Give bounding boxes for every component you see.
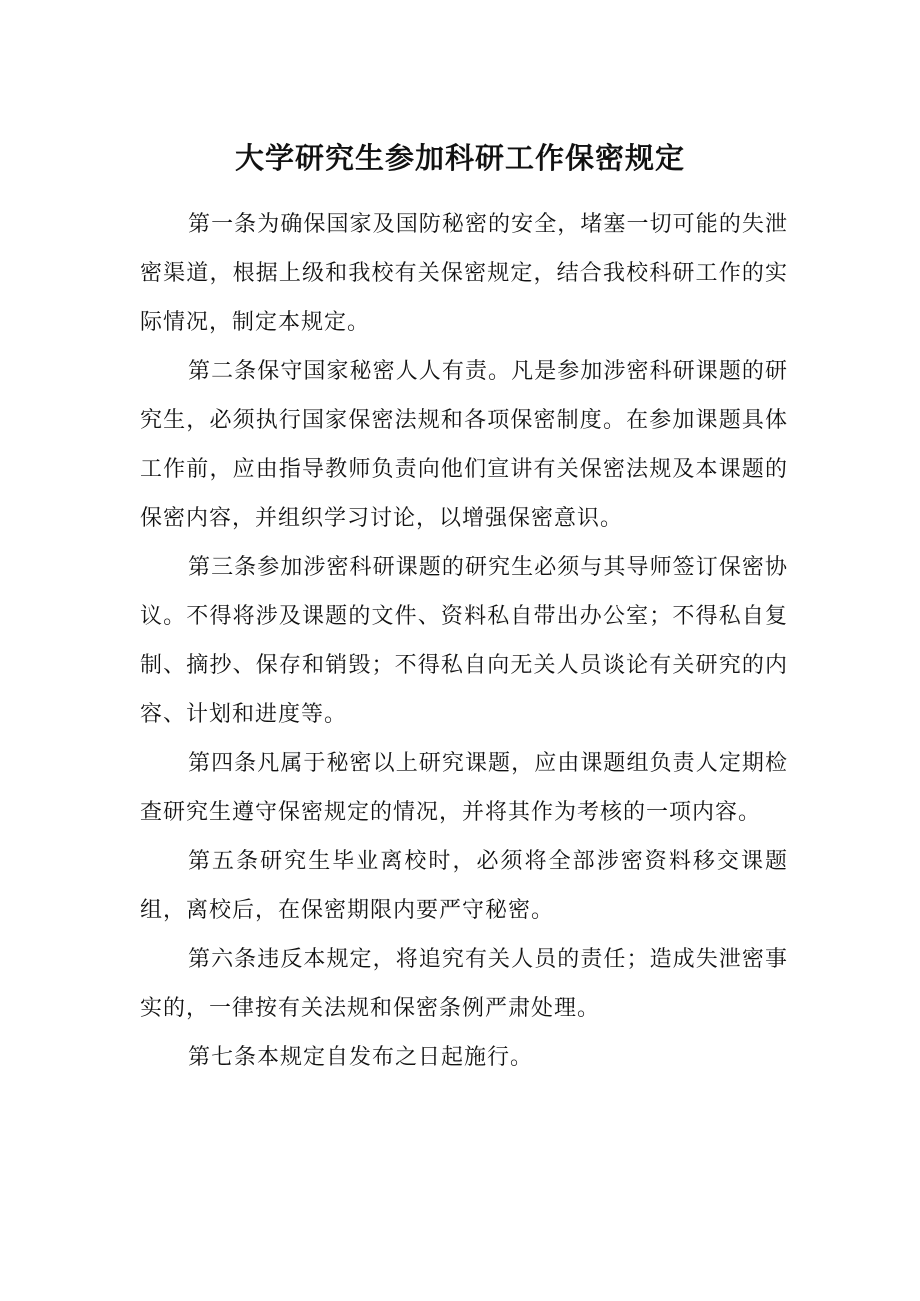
- article-6: 第六条违反本规定，将追究有关人员的责任；造成失泄密事实的，一律按有关法规和保密条例严肃处理。: [140, 947, 788, 1021]
- article-2: 第二条保守国家秘密人人有责。凡是参加涉密科研课题的研究生，必须执行国家保密法规和各项保密制度。在参加课题具体工作前，应由指导教师负责向他们宣讲有关保密法规及本课题的保密内容，并组织学习讨论，以增强保密意识。: [140, 359, 788, 531]
- article-3: 第三条参加涉密科研课题的研究生必须与其导师签订保密协议。不得将涉及课题的文件、资料私自带出办公室；不得私自复制、摘抄、保存和销毁；不得私自向无关人员谈论有关研究的内容、计划和进度等。: [140, 555, 788, 727]
- article-4: 第四条凡属于秘密以上研究课题，应由课题组负责人定期检查研究生遵守保密规定的情况，并将其作为考核的一项内容。: [140, 751, 788, 825]
- document-title: 大学研究生参加科研工作保密规定: [234, 141, 685, 175]
- article-5: 第五条研究生毕业离校时，必须将全部涉密资料移交课题组，离校后，在保密期限内要严守秘密。: [140, 849, 788, 923]
- document-body: [140, 200, 788, 1082]
- article-7: 第七条本规定自发布之日起施行。: [188, 1045, 534, 1070]
- article-1: 第一条为确保国家及国防秘密的安全，堵塞一切可能的失泄密渠道，根据上级和我校有关保密规定，结合我校科研工作的实际情况，制定本规定。: [140, 212, 788, 335]
